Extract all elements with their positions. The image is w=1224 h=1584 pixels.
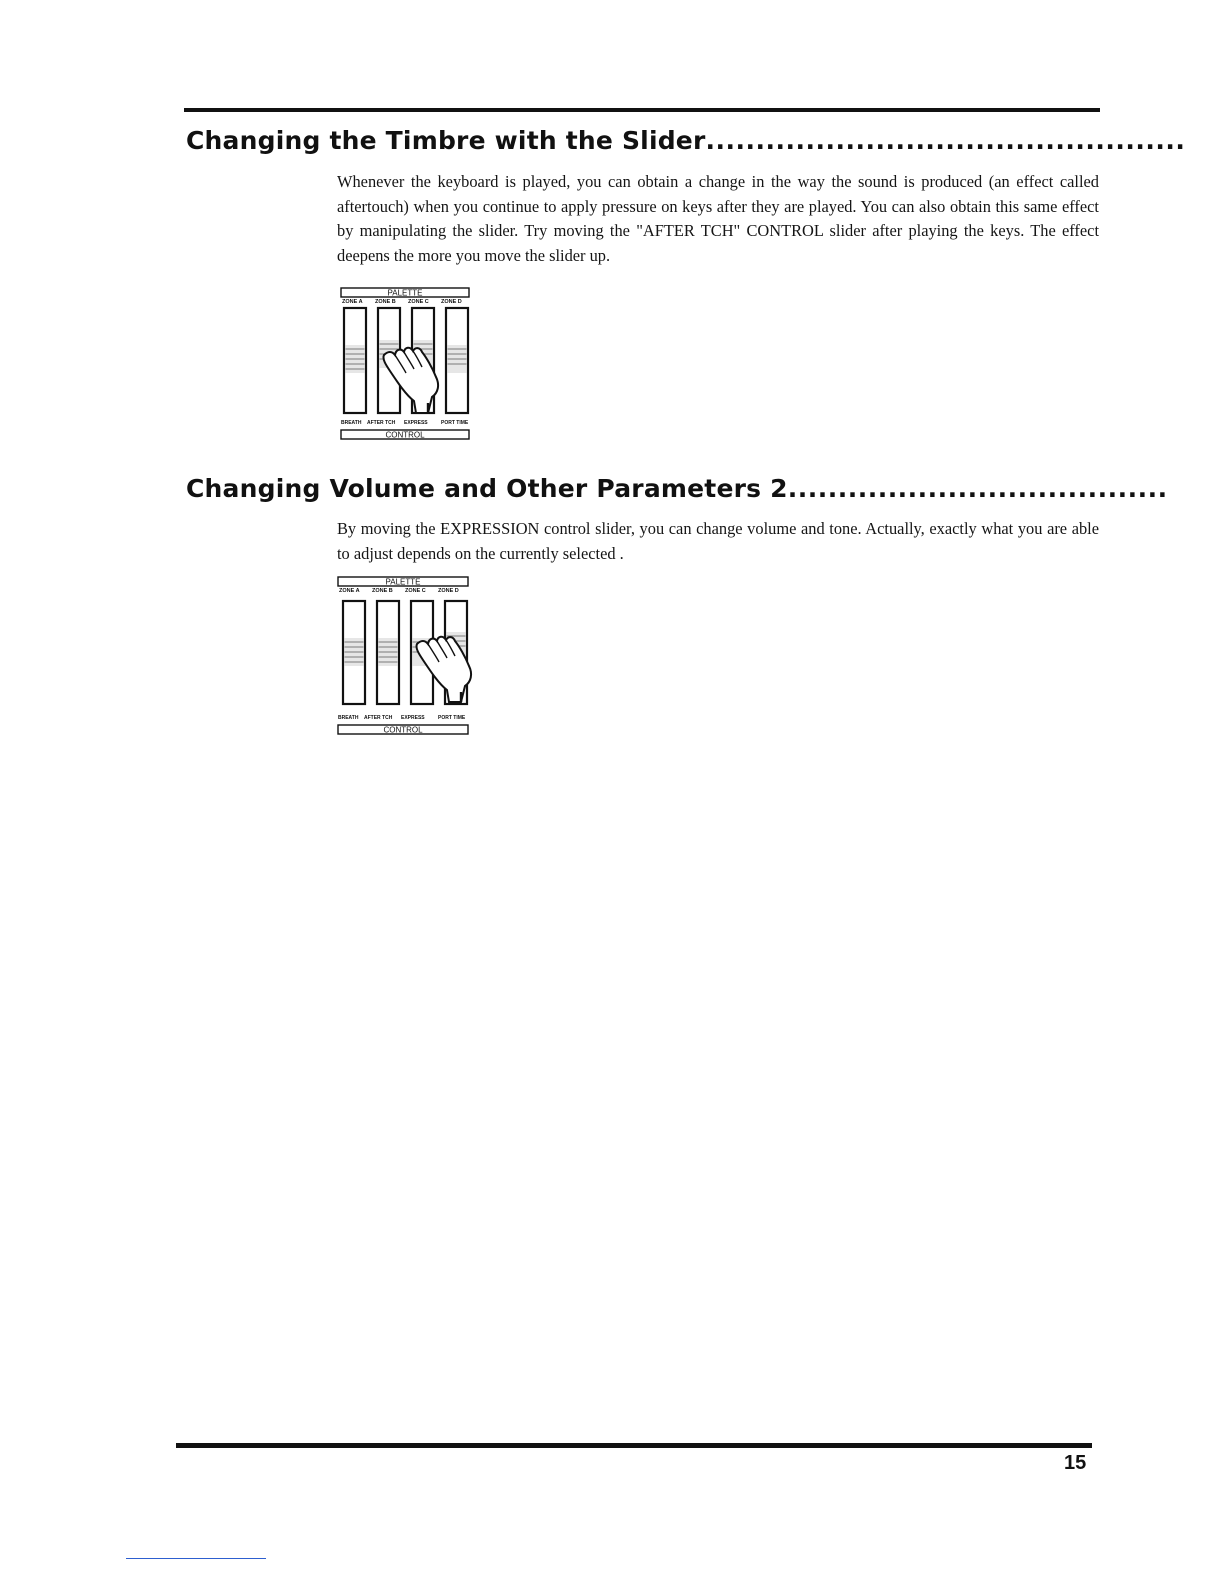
zone-d-label: ZONE D bbox=[438, 588, 459, 594]
control-label: CONTROL bbox=[383, 725, 423, 735]
zone-d-label: ZONE D bbox=[441, 299, 462, 305]
page-number: 15 bbox=[1064, 1452, 1087, 1474]
control-label-after-tch: AFTER TCH bbox=[367, 420, 396, 426]
zone-b-label: ZONE B bbox=[372, 588, 393, 594]
control-label-breath: BREATH bbox=[341, 420, 362, 426]
zone-b-label: ZONE B bbox=[375, 299, 396, 305]
control-label-after-tch: AFTER TCH bbox=[364, 715, 393, 721]
zone-a-label: ZONE A bbox=[342, 299, 363, 305]
slider-panel-expression bbox=[337, 574, 477, 744]
control-label-breath: BREATH bbox=[338, 715, 359, 721]
zone-c-label: ZONE C bbox=[408, 299, 429, 305]
zone-c-label: ZONE C bbox=[405, 588, 426, 594]
slider-after-tch bbox=[377, 601, 399, 704]
control-label: CONTROL bbox=[385, 430, 425, 440]
slider-port-time bbox=[446, 308, 468, 413]
bottom-rule bbox=[176, 1443, 1092, 1448]
slider-breath bbox=[343, 601, 365, 704]
footer-link-line bbox=[126, 1558, 266, 1559]
slider-breath bbox=[344, 308, 366, 413]
zone-a-label: ZONE A bbox=[339, 588, 360, 594]
section-heading-timbre: Changing the Timbre with the Slider................................................ bbox=[186, 126, 1186, 155]
control-label-port-time: PORT TIME bbox=[441, 420, 469, 426]
section-heading-volume: Changing Volume and Other Parameters 2...................................... bbox=[186, 474, 1168, 503]
timbre-paragraph: Whenever the keyboard is played, you can obtain a change in the way the sound is produced (an effect called aftertouch) when you continue to apply pressure on keys after they are played. You can also obtain this same effect by manipulating the slider. Try moving the "AFTER TCH" CONTROL slider after playing the keys. The effect deepens the more you move the slider up. bbox=[337, 172, 1099, 265]
top-rule bbox=[184, 108, 1100, 112]
control-label-port-time: PORT TIME bbox=[438, 715, 466, 721]
palette-label: PALETTE bbox=[385, 577, 421, 587]
palette-label: PALETTE bbox=[387, 288, 423, 298]
volume-paragraph: By moving the EXPRESSION control slider, you can change volume and tone. Actually, exactly what you are able to adjust depends on the currently selected . bbox=[337, 519, 1099, 563]
control-label-express: EXPRESS bbox=[404, 420, 428, 426]
slider-panel-aftertouch bbox=[340, 285, 480, 455]
control-label-express: EXPRESS bbox=[401, 715, 425, 721]
